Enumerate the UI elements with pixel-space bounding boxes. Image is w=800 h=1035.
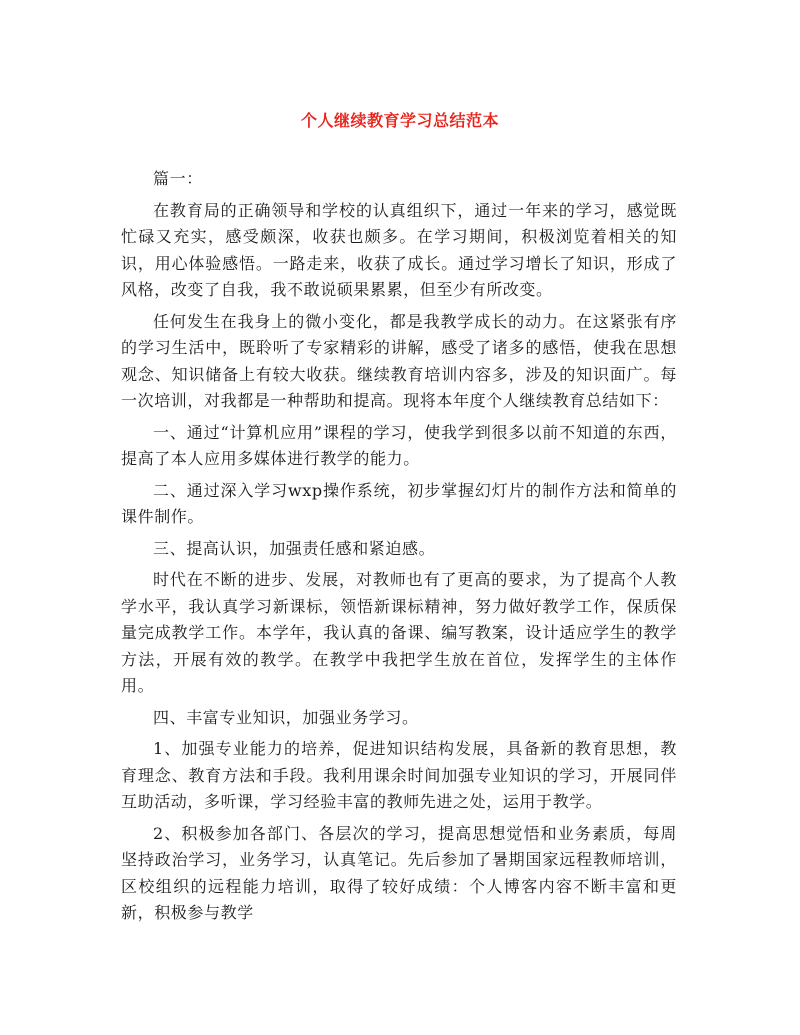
paragraph: 三、提高认识，加强责任感和紧迫感。 [153,538,436,558]
paragraph: 时代在不断的进步、发展，对教师也有了更高的要求，为了提高个人教学水平，我认真学习新课标，领悟新课标精神，努力做好教学工作，保质保量完成教学工作。本学年，我认真的备课、编写教案，设计适应学生的教学方法，开展有效的教学。在教学中我把学生放在首位，发挥学生的主体作用。 [121,570,677,695]
document-body [121,166,677,932]
paragraph: 在教育局的正确领导和学校的认真组织下，通过一年来的学习，感觉既忙碌又充实，感受颇深，收获也颇多。在学习期间，积极浏览着相关的知识，用心体验感悟。一路走来，收获了成长。通过学习增长了知识，形成了风格，改变了自我，我不敢说硕果累累，但至少有所改变。 [121,200,677,299]
paragraph: 任何发生在我身上的微小变化，都是我教学成长的动力。在这紧张有序的学习生活中，既聆听了专家精彩的讲解，感受了诸多的感悟，使我在思想观念、知识储备上有较大收获。继续教育培训内容多，涉及的知识面广。每一次培训，对我都是一种帮助和提高。现将本年度个人继续教育总结如下： [121,311,677,410]
document-title: 个人继续教育学习总结范本 [300,111,499,130]
paragraph: 一、通过“计算机应用”课程的学习，使我学到很多以前不知道的东西，提高了本人应用多媒体进行教学的能力。 [121,422,677,468]
paragraph: 1、加强专业能力的培养，促进知识结构发展，具备新的教育思想，教育理念、教育方法和手段。我利用课余时间加强专业知识的学习，开展同伴互助活动，多听课，学习经验丰富的教师先进之处，运用于教学。 [121,739,677,811]
section-label: 篇一： [153,169,203,188]
paragraph: 四、丰富专业知识，加强业务学习。 [153,707,419,727]
paragraph: 二、通过深入学习wxp操作系统，初步掌握幻灯片的制作方法和简单的课件制作。 [121,480,677,526]
paragraph: 2、积极参加各部门、各层次的学习，提高思想觉悟和业务素质，每周坚持政治学习，业务学习，认真笔记。先后参加了暑期国家远程教师培训，区校组织的远程能力培训，取得了较好成绩：个人博客内容不断丰富和更新，积极参与教学 [121,823,677,922]
